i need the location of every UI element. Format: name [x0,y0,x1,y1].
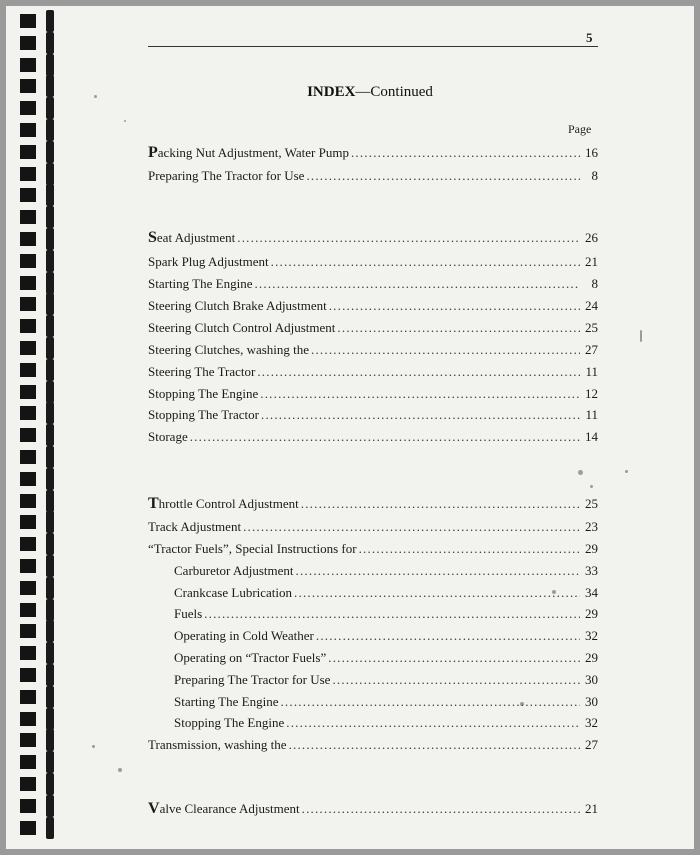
scan-speck [640,330,642,342]
leader-dots [306,168,580,184]
entry-page: 25 [585,320,598,335]
entry-initial: V [148,800,160,817]
leader-dots [311,342,580,358]
entry-page: 8 [591,276,598,291]
entry-page: 21 [585,801,598,816]
index-subentry [174,715,598,731]
scan-speck [94,95,97,98]
entry-page: 14 [585,429,598,444]
entry-label: Stopping The Engine [148,386,259,401]
entry-page: 29 [585,541,598,556]
entry-page: 33 [585,563,598,578]
leader-dots [332,672,580,688]
index-subentry [174,606,598,622]
entry-page: 27 [585,737,598,752]
entry-label: Storage [148,429,188,444]
leader-dots [337,320,580,336]
entry-page: 32 [585,628,598,643]
index-subentry [174,672,598,688]
page-number: 5 [586,30,593,45]
scan-speck [578,470,583,475]
entry-label: Starting The Engine [174,694,279,709]
scan-speck [552,590,556,594]
index-subentry [174,650,598,666]
leader-dots [254,276,580,292]
leader-dots [302,801,580,817]
scan-speck [124,120,126,122]
leader-dots [328,650,580,666]
index-entry [148,254,598,270]
entry-label: Preparing The Tractor for Use [174,672,331,687]
index-heading-rest: —Continued [355,84,433,100]
entry-initial: T [148,495,159,512]
entry-page: 29 [585,650,598,665]
index-entry [148,407,598,423]
leader-dots [261,407,580,423]
entry-label: Operating in Cold Weather [174,628,314,643]
entry-label: alve Clearance Adjustment [159,801,300,816]
leader-dots [289,737,580,753]
entry-page: 32 [585,715,598,730]
leader-dots [260,386,580,402]
leader-dots [190,429,580,445]
index-entry [148,495,598,513]
leader-dots [243,519,580,535]
index-entry [148,276,598,292]
scan-speck [625,470,628,473]
entry-label: Track Adjustment [148,519,242,534]
page-column-label: Page [568,122,592,136]
scan-speck [590,485,593,488]
leader-dots [280,694,580,710]
entry-page: 26 [585,230,598,245]
entry-label: Steering The Tractor [148,364,256,379]
entry-page: 34 [585,585,598,600]
entry-page: 11 [585,364,598,379]
entry-label: Transmission, washing the [148,737,287,752]
index-heading-bold: INDEX [307,84,356,100]
entry-label: Starting The Engine [148,276,253,291]
index-entry [148,800,598,818]
index-entry [148,429,598,445]
leader-dots [237,230,580,246]
index-subentry [174,585,598,601]
entry-label: Stopping The Engine [174,715,285,730]
entry-label: Spark Plug Adjustment [148,254,269,269]
entry-label: Preparing The Tractor for Use [148,168,305,183]
index-entry [148,342,598,358]
index-entry [148,364,598,380]
scan-speck [118,768,122,772]
leader-dots [359,541,580,557]
index-entry [148,144,598,162]
leader-dots [257,364,580,380]
index-entry [148,298,598,314]
entry-label: Stopping The Tractor [148,407,259,422]
index-entry [148,541,598,557]
leader-dots [329,298,580,314]
index-subentry [174,563,598,579]
leader-dots [351,145,580,161]
entry-initial: S [148,229,157,246]
entry-page: 27 [585,342,598,357]
entry-label: acking Nut Adjustment, Water Pump [157,145,349,160]
entry-label: Crankcase Lubrication [174,585,293,600]
index-subentry [174,628,598,644]
entry-page: 30 [585,672,598,687]
index-entry [148,519,598,535]
leader-dots [294,585,580,601]
leader-dots [296,563,580,579]
leader-dots [301,496,580,512]
entry-label: “Tractor Fuels”, Special Instructions for [148,541,357,556]
entry-page: 16 [585,145,598,160]
entry-label: Steering Clutch Control Adjustment [148,320,336,335]
leader-dots [316,628,580,644]
entry-page: 24 [585,298,598,313]
entry-label: Carburetor Adjustment [174,563,294,578]
entry-page: 8 [591,168,598,183]
index-entry [148,386,598,402]
entry-page: 21 [585,254,598,269]
scan-speck [92,745,95,748]
entry-page: 29 [585,606,598,621]
entry-label: eat Adjustment [156,230,236,245]
scan-speck [520,702,524,706]
entry-label: Fuels [174,606,203,621]
entry-initial: P [148,144,158,161]
index-entry [148,229,598,247]
entry-label: hrottle Control Adjustment [158,496,299,511]
index-entry [148,168,598,184]
index-entry [148,737,598,753]
entry-page: 25 [585,496,598,511]
entry-page: 11 [585,407,598,422]
entry-label: Operating on “Tractor Fuels” [174,650,327,665]
entry-page: 30 [585,694,598,709]
index-entry [148,320,598,336]
leader-dots [286,715,580,731]
leader-dots [271,254,580,270]
entry-label: Steering Clutches, washing the [148,342,310,357]
entry-page: 12 [585,386,598,401]
entry-page: 23 [585,519,598,534]
entry-label: Steering Clutch Brake Adjustment [148,298,327,313]
index-subentry [174,694,598,710]
leader-dots [204,606,580,622]
